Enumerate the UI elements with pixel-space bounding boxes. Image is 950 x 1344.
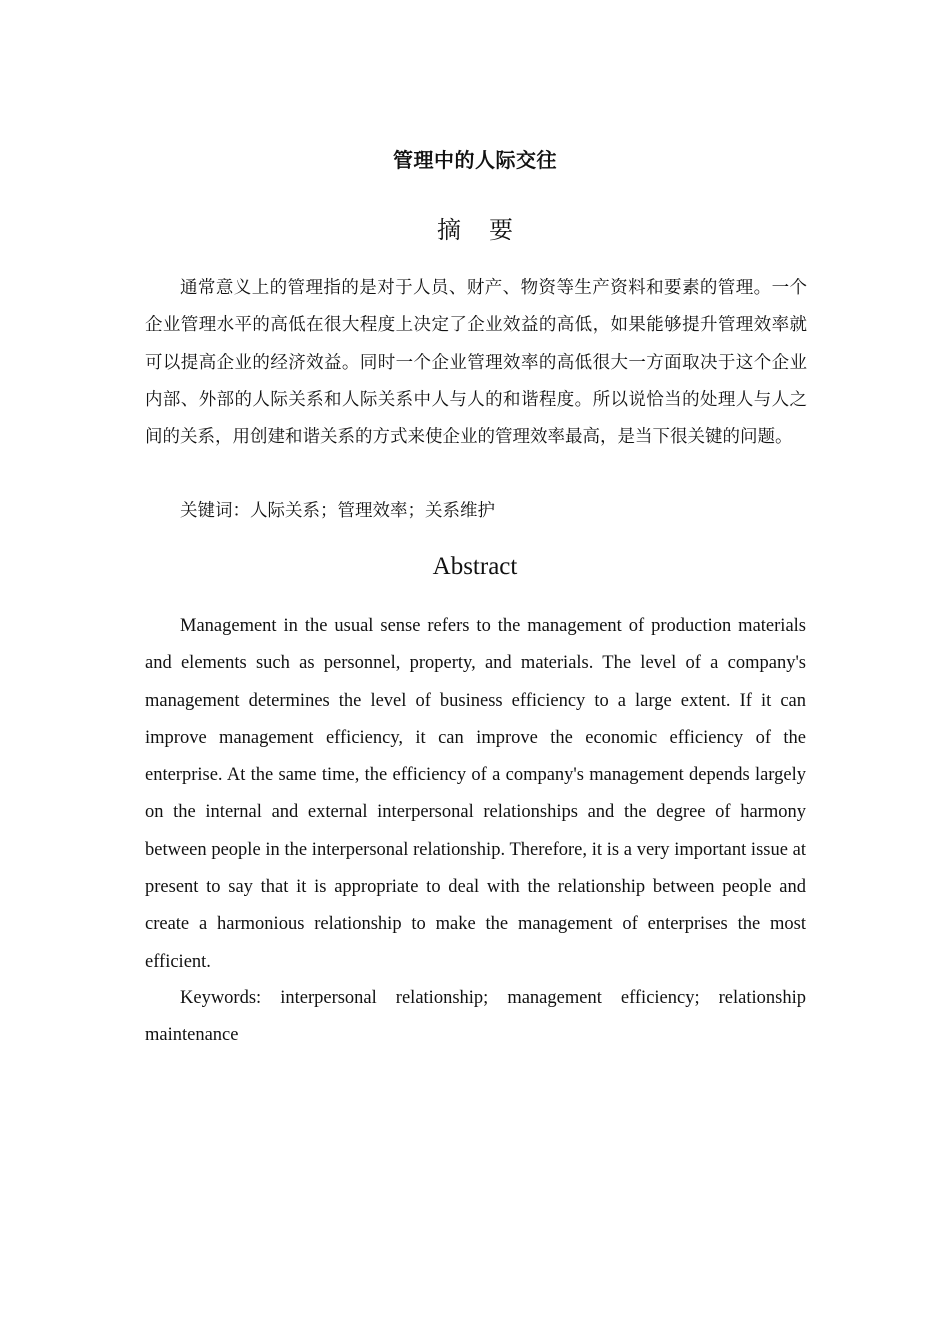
chinese-abstract-heading: 摘要: [437, 216, 541, 244]
chinese-keywords: 关键词：人际关系；管理效率；关系维护: [180, 501, 495, 521]
chinese-abstract-body: 通常意义上的管理指的是对于人员、财产、物资等生产资料和要素的管理。一个企业管理水平的高低在很大程度上决定了企业效益的高低，如果能够提升管理效率就可以提高企业的经济效益。同时一个企业管理效率的高低很大一方面取决于这个企业内部、外部的人际关系和人际关系中人与人的和谐程度。所以说恰当的处理人与人之间的关系，用创建和谐关系的方式来使企业的管理效率最高，是当下很关键的问题。: [145, 278, 807, 448]
document-title: 管理中的人际交往: [393, 148, 557, 172]
english-abstract-body: Management in the usual sense refers to the management of production materials and elements such as personnel, property, and materials. The level of a company's management determines the level of business efficiency to a large extent. If it can improve management efficiency, it can improve the economic efficiency of the enterprise. At the same time, the efficiency of a company's management depends largely on the internal and external interpersonal relationships and the degree of harmony between people in the interpersonal relationship. Therefore, it is a very important issue at present to say that it is appropriate to deal with the relationship between people and create a harmonious relationship to make the management of enterprises the most efficient.: [145, 616, 806, 972]
english-abstract-heading: Abstract: [432, 553, 518, 580]
english-keywords: Keywords: interpersonal relationship; management efficiency; relationship maintenance: [145, 988, 806, 1046]
